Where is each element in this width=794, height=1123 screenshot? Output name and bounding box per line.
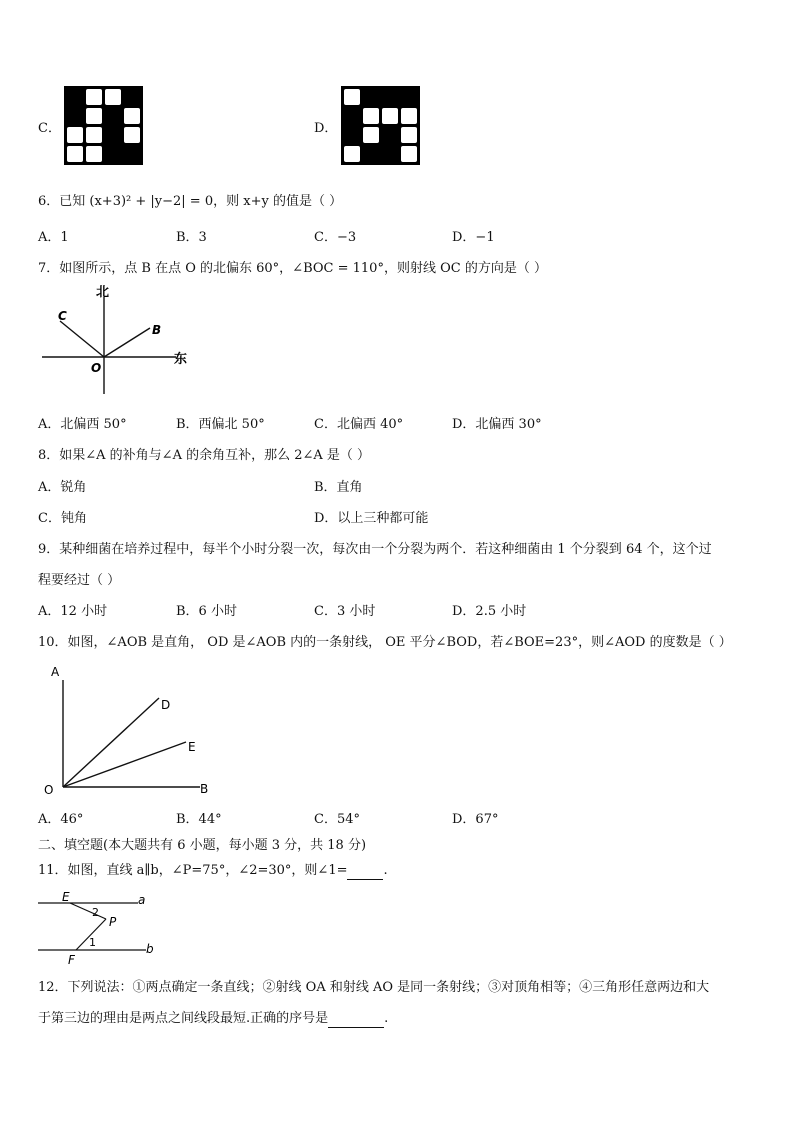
q10-e-label: E [188, 740, 196, 754]
q5-option-d-cell-2-2-black [382, 127, 398, 143]
q7-east-label: 东 [174, 352, 188, 367]
q5-option-d-cell-2-3-white [401, 127, 417, 143]
q8-option-a: A．锐角 [38, 480, 87, 495]
q7-ray-oc [60, 321, 104, 357]
q5-option-d-cell-0-2-black [382, 89, 398, 105]
q11-segment-ep [70, 903, 106, 919]
q5-option-c-cell-3-1-white [86, 146, 102, 162]
q5-option-c-cell-1-3-white [124, 108, 140, 124]
q9-stem-line2: 程要经过（ ） [38, 573, 121, 588]
q8-stem: 8．如果∠A 的补角与∠A 的余角互补，那么 2∠A 是（ ） [38, 448, 371, 463]
q5-option-c-cell-0-3-black [124, 89, 140, 105]
q5-option-d-cell-1-0-black [344, 108, 360, 124]
q7-ray-ob [104, 328, 150, 357]
q5-option-c-cell-2-3-white [124, 127, 140, 143]
q5-option-c-cell-2-2-black [105, 127, 121, 143]
q12-line2-row [38, 1010, 388, 1028]
q11-angle2-label: 2 [92, 906, 99, 919]
q9-option-d: D．2.5 小时 [452, 604, 527, 619]
q7-option-a: A．北偏西 50° [38, 417, 127, 432]
q5-option-d-cell-0-1-black [363, 89, 379, 105]
q7-stem: 7．如图所示，点 B 在点 O 的北偏东 60°，∠BOC = 110°，则射线 OC 的方向是（ ） [38, 261, 547, 276]
q7-option-b: B．西偏北 50° [176, 417, 265, 432]
q5-option-c-label: C． [38, 121, 61, 136]
q9-option-c: C．3 小时 [314, 604, 376, 619]
q11-e-label: E [62, 890, 70, 904]
q5-option-d-cell-0-3-black [401, 89, 417, 105]
q5-option-c-cell-3-2-black [105, 146, 121, 162]
q7-option-d: D．北偏西 30° [452, 417, 542, 432]
q11-f-label: F [68, 953, 75, 966]
q5-option-d-cell-3-3-white [401, 146, 417, 162]
q5-option-d-cell-0-0-white [344, 89, 360, 105]
q10-ray-od [63, 698, 159, 787]
q10-b-label: B [200, 782, 209, 796]
q7-b-label: B [152, 323, 162, 337]
q6-option-d: D．−1 [452, 230, 495, 245]
q8-option-b: B．直角 [314, 480, 363, 495]
q9-option-a: A．12 小时 [38, 604, 108, 619]
q5-option-d-cell-1-2-white [382, 108, 398, 124]
q12-line1: 12．下列说法：①两点确定一条直线；②射线 OA 和射线 AO 是同一条射线；③对顶角相等；④三角形任意两边和大 [38, 980, 710, 995]
q10-option-b: B．44° [176, 812, 222, 827]
q10-ray-oe [63, 742, 186, 787]
q10-option-d: D．67° [452, 812, 499, 827]
q10-option-c: C．54° [314, 812, 360, 827]
q5-option-d-cell-3-0-white [344, 146, 360, 162]
q5-option-d-cell-2-1-white [363, 127, 379, 143]
q10-a-label: A [51, 665, 60, 679]
q10-figure [36, 660, 226, 800]
q5-option-c-cell-3-3-black [124, 146, 140, 162]
q5-option-c-cell-1-2-black [105, 108, 121, 124]
q5-option-c-cell-0-1-white [86, 89, 102, 105]
q10-o-label: O [44, 783, 54, 797]
q5-option-d-cell-3-2-black [382, 146, 398, 162]
q5-option-c-cell-2-1-white [86, 127, 102, 143]
q6-option-b: B．3 [176, 230, 207, 245]
q11-answer-blank[interactable] [347, 865, 383, 880]
q7-o-label: O [91, 361, 102, 375]
q7-figure [36, 282, 196, 402]
q5-option-d-label: D． [314, 121, 338, 136]
q8-option-d: D．以上三种都可能 [314, 511, 429, 526]
q12-line2: 于第三边的理由是两点之间线段最短.正确的序号是 [38, 1011, 329, 1026]
q10-option-a: A．46° [38, 812, 84, 827]
q11-figure [36, 888, 161, 966]
q11-a-label: a [138, 893, 146, 907]
q9-stem-line1: 9．某种细菌在培养过程中，每半个小时分裂一次，每次由一个分裂为两个．若这种细菌由 1 个分裂到 64 个，这个过 [38, 542, 712, 557]
q5-option-d-grid [341, 86, 420, 165]
section2-heading: 二、填空题(本大题共有 6 小题，每小题 3 分，共 18 分) [38, 838, 367, 853]
q10-stem: 10．如图，∠AOB 是直角， OD 是∠AOB 内的一条射线， OE 平分∠BOD，若∠BOE=23°，则∠AOD 的度数是（ ） [38, 635, 732, 650]
q5-option-c-cell-1-0-black [67, 108, 83, 124]
q5-option-d-cell-1-3-white [401, 108, 417, 124]
q9-option-b: B．6 小时 [176, 604, 237, 619]
q12-answer-blank[interactable] [328, 1013, 384, 1028]
q7-c-label: C [58, 309, 67, 323]
q7-option-c: C．北偏西 40° [314, 417, 404, 432]
q11-p-label: P [109, 915, 117, 929]
q5-option-c-cell-3-0-white [67, 146, 83, 162]
q5-option-d-cell-2-0-black [344, 127, 360, 143]
q11-angle1-label: 1 [89, 936, 96, 949]
q5-option-c-cell-0-2-white [105, 89, 121, 105]
q7-north-label: 北 [96, 285, 110, 300]
q5-option-c-cell-2-0-white [67, 127, 83, 143]
q11-stem: 11．如图，直线 a∥b，∠P=75°，∠2=30°，则∠1= [38, 863, 348, 878]
q12-end: . [384, 1011, 389, 1026]
q5-option-d-cell-1-1-white [363, 108, 379, 124]
q6-stem: 6．已知 (x+3)² + |y−2| = 0，则 x+y 的值是（ ） [38, 194, 343, 209]
q11-b-label: b [146, 942, 154, 956]
q11-stem-row [38, 862, 388, 880]
q5-option-c-cell-0-0-black [67, 89, 83, 105]
q8-option-c: C．钝角 [38, 511, 87, 526]
q11-end: . [383, 863, 388, 878]
q5-option-c-grid [64, 86, 143, 165]
q5-option-d-cell-3-1-black [363, 146, 379, 162]
q10-d-label: D [161, 698, 171, 712]
q6-option-c: C．−3 [314, 230, 357, 245]
q5-option-c-cell-1-1-white [86, 108, 102, 124]
q6-option-a: A．1 [38, 230, 69, 245]
